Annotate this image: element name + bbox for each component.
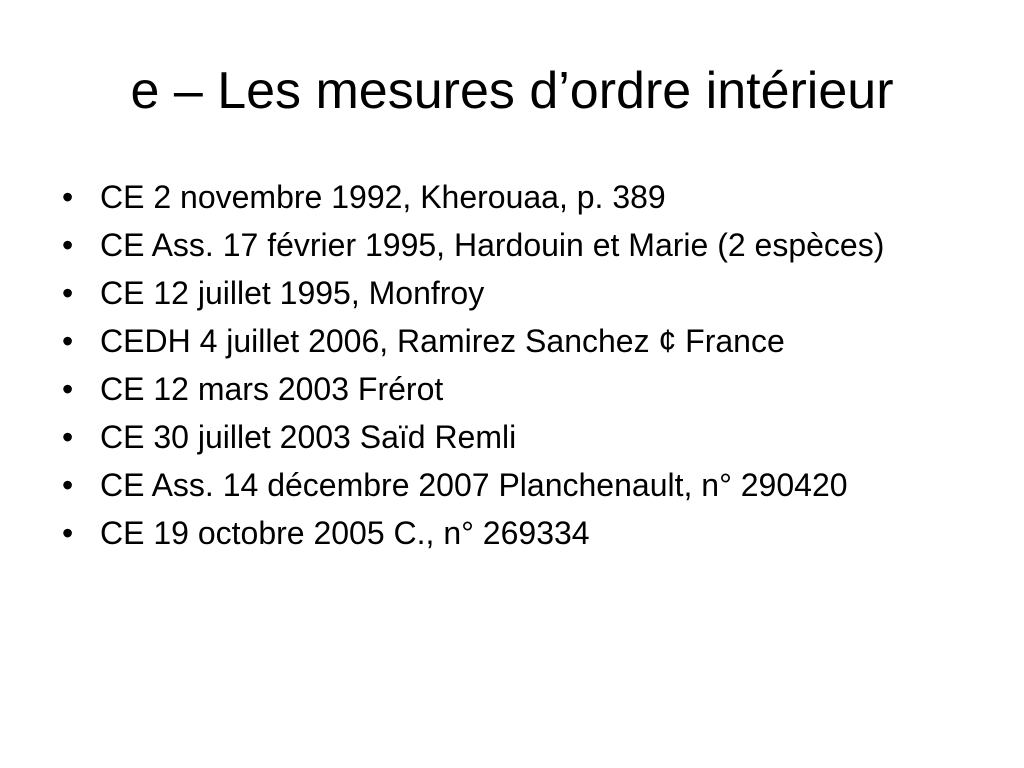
list-item-text: CE 12 mars 2003 Frérot bbox=[100, 371, 444, 407]
list-item bbox=[62, 226, 982, 264]
list-item bbox=[62, 418, 982, 456]
list-item bbox=[62, 274, 982, 312]
slide-title: e – Les mesures d’ordre intérieur bbox=[130, 62, 894, 120]
bullet-icon: • bbox=[62, 419, 74, 455]
list-item-text: CE 30 juillet 2003 Saïd Remli bbox=[100, 419, 517, 455]
list-item bbox=[62, 466, 982, 504]
bullet-icon: • bbox=[62, 179, 74, 215]
bullet-icon: • bbox=[62, 323, 74, 359]
list-item bbox=[62, 322, 982, 360]
bullet-icon: • bbox=[62, 515, 74, 551]
list-item-text: CE 2 novembre 1992, Kherouaa, p. 389 bbox=[100, 179, 666, 215]
list-item-text: CE 19 octobre 2005 C., n° 269334 bbox=[100, 515, 590, 551]
bullet-icon: • bbox=[62, 371, 74, 407]
bullet-list bbox=[62, 178, 982, 562]
list-item-text: CE Ass. 14 décembre 2007 Planchenault, n° 290420 bbox=[100, 467, 848, 503]
list-item bbox=[62, 370, 982, 408]
bullet-icon: • bbox=[62, 275, 74, 311]
bullet-icon: • bbox=[62, 227, 74, 263]
list-item-text: CE 12 juillet 1995, Monfroy bbox=[100, 275, 485, 311]
list-item-text: CEDH 4 juillet 2006, Ramirez Sanchez ¢ France bbox=[100, 323, 785, 359]
list-item-text: CE Ass. 17 février 1995, Hardouin et Marie (2 espèces) bbox=[100, 227, 885, 263]
list-item bbox=[62, 514, 982, 552]
bullet-icon: • bbox=[62, 467, 74, 503]
list-item bbox=[62, 178, 982, 216]
